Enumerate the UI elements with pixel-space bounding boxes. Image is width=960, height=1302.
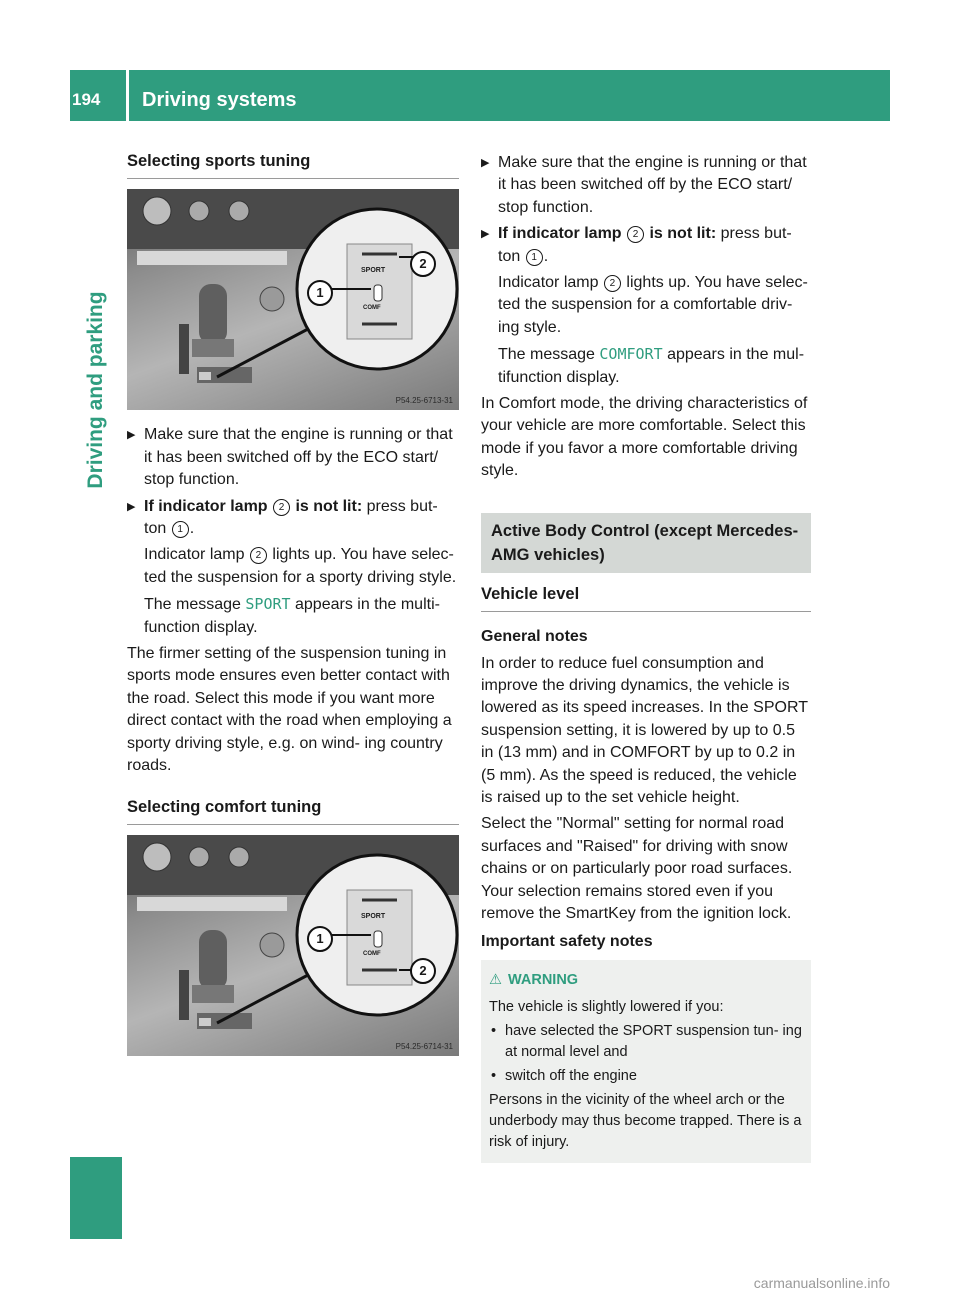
step-text: If indicator lamp 2 is not lit: press but- ton 1 . xyxy=(498,225,792,265)
result-text: The message xyxy=(144,596,241,614)
subheading-safety-notes: Important safety notes xyxy=(481,933,653,951)
step-arrow-icon: ▶ xyxy=(127,429,136,442)
warning-outro: Persons in the vicinity of the wheel arch or the underbody may thus become trapped. There is a risk of injury. xyxy=(489,1091,802,1150)
heading-comfort-tuning: Selecting comfort tuning xyxy=(127,796,459,825)
warning-title-text: WARNING xyxy=(508,971,579,988)
result-text: lights up. You have selec- ted the suspension for a sporty driving style. xyxy=(144,546,457,586)
step-item xyxy=(481,152,811,219)
watermark: carmanualsonline.info xyxy=(753,1275,890,1291)
callout-1: 1 xyxy=(307,926,333,952)
step-text: If indicator lamp 2 is not lit: press but- ton 1 . xyxy=(144,497,438,538)
warning-bullet: • have selected the SPORT suspension tun- ing at normal level and xyxy=(489,1021,803,1063)
figure-sports-tuning xyxy=(127,189,459,410)
step-result xyxy=(498,343,811,389)
figure-code: P54.25-6713-31 xyxy=(395,396,453,406)
figure-code: P54.25-6714-31 xyxy=(395,1041,453,1051)
left-column xyxy=(127,150,459,1070)
step-bold: If indicator lamp xyxy=(144,497,268,515)
header-divider xyxy=(126,70,129,121)
subheading-general-notes: General notes xyxy=(481,628,588,646)
step-arrow-icon: ▶ xyxy=(127,500,136,513)
paragraph: Select the "Normal" setting for normal road surfaces and "Raised" for driving with snow chains or on particularly poor road surfaces. Your selection remains stored even if you remove the SmartKey from the ignition lock. xyxy=(481,815,793,922)
display-message: COMFORT xyxy=(599,345,663,364)
warning-box xyxy=(481,960,811,1163)
callout-2-inline: 2 xyxy=(627,226,644,243)
warning-bullet: • switch off the engine xyxy=(489,1066,803,1087)
section-heading: Active Body Control (except Mercedes-AMG vehicles) xyxy=(481,513,811,573)
callout-1: 1 xyxy=(307,280,333,306)
page-number: 194 xyxy=(72,90,101,109)
step-rest: press but- ton xyxy=(144,497,438,538)
display-message: SPORT xyxy=(245,595,291,614)
step-result xyxy=(498,272,811,339)
step-result xyxy=(144,544,459,589)
result-text: Indicator lamp xyxy=(144,546,245,564)
warning-intro: The vehicle is slightly lowered if you: xyxy=(489,998,724,1015)
label-comf: COMF xyxy=(363,950,381,957)
warning-title xyxy=(489,970,803,991)
heading-sports-tuning: Selecting sports tuning xyxy=(127,150,459,179)
callout-2-inline: 2 xyxy=(250,547,267,564)
side-tab-label: Driving and parking xyxy=(83,291,107,489)
label-sport: SPORT xyxy=(361,912,386,920)
step-bold: is not lit: xyxy=(295,497,363,515)
result-text: lights up. You have selec- ted the suspension for a comfortable driv- ing style. xyxy=(498,274,808,336)
warning-triangle-icon: ⚠ xyxy=(489,971,502,988)
result-text: appears in the mul- tifunction display. xyxy=(498,346,805,386)
step-bold: is not lit: xyxy=(649,225,717,243)
callout-2-inline: 2 xyxy=(273,499,290,516)
callout-1-inline: 1 xyxy=(172,521,189,538)
callout-1-inline: 1 xyxy=(526,249,543,266)
callout-2-inline: 2 xyxy=(604,275,621,292)
callout-2: 2 xyxy=(410,251,436,277)
paragraph: The firmer setting of the suspension tuning in sports mode ensures even better contact with the road. Select this mode if you want more direct contact with the road when employing a sporty driving style, e.g. on wind- ing country roads. xyxy=(127,645,452,775)
result-text: appears in the multi- function display. xyxy=(144,596,440,636)
step-arrow-icon: ▶ xyxy=(481,157,490,169)
paragraph: In Comfort mode, the driving characteristics of your vehicle are more comfortable. Select this mode if you favor a more comfortable driving style. xyxy=(481,395,808,480)
heading-vehicle-level: Vehicle level xyxy=(481,583,811,612)
right-column xyxy=(481,152,811,1163)
step-text: Make sure that the engine is running or that it has been switched off by the ECO start/ stop function. xyxy=(498,154,807,216)
label-comf: COMF xyxy=(363,305,381,312)
step-arrow-icon: ▶ xyxy=(481,228,490,241)
console-illustration xyxy=(127,835,459,1056)
step-result xyxy=(144,593,459,639)
side-tab-block xyxy=(70,1157,122,1239)
label-sport: SPORT xyxy=(361,267,386,275)
figure-comfort-tuning xyxy=(127,835,459,1056)
step-rest: press but- ton xyxy=(498,225,792,265)
step-item xyxy=(127,424,459,491)
paragraph: In order to reduce fuel consumption and improve the driving dynamics, the vehicle is lowered as its speed increases. In the SPORT suspension setting, it is lowered by up to 0.5 in (13 mm) and in COMFORT by up to 0.2 in (5 mm). As the speed is reduced, the vehicle is raised up to the set vehicle height. xyxy=(481,654,808,806)
console-illustration xyxy=(127,189,459,410)
result-text: The message xyxy=(498,346,595,364)
step-item xyxy=(481,223,811,268)
page-title: Driving systems xyxy=(142,89,297,111)
step-text: Make sure that the engine is running or that it has been switched off by the ECO start/ stop function. xyxy=(144,426,453,489)
step-bold: If indicator lamp xyxy=(498,225,622,243)
step-item xyxy=(127,496,459,541)
callout-2: 2 xyxy=(410,958,436,984)
side-tab xyxy=(70,121,122,1239)
result-text: Indicator lamp xyxy=(498,274,599,292)
